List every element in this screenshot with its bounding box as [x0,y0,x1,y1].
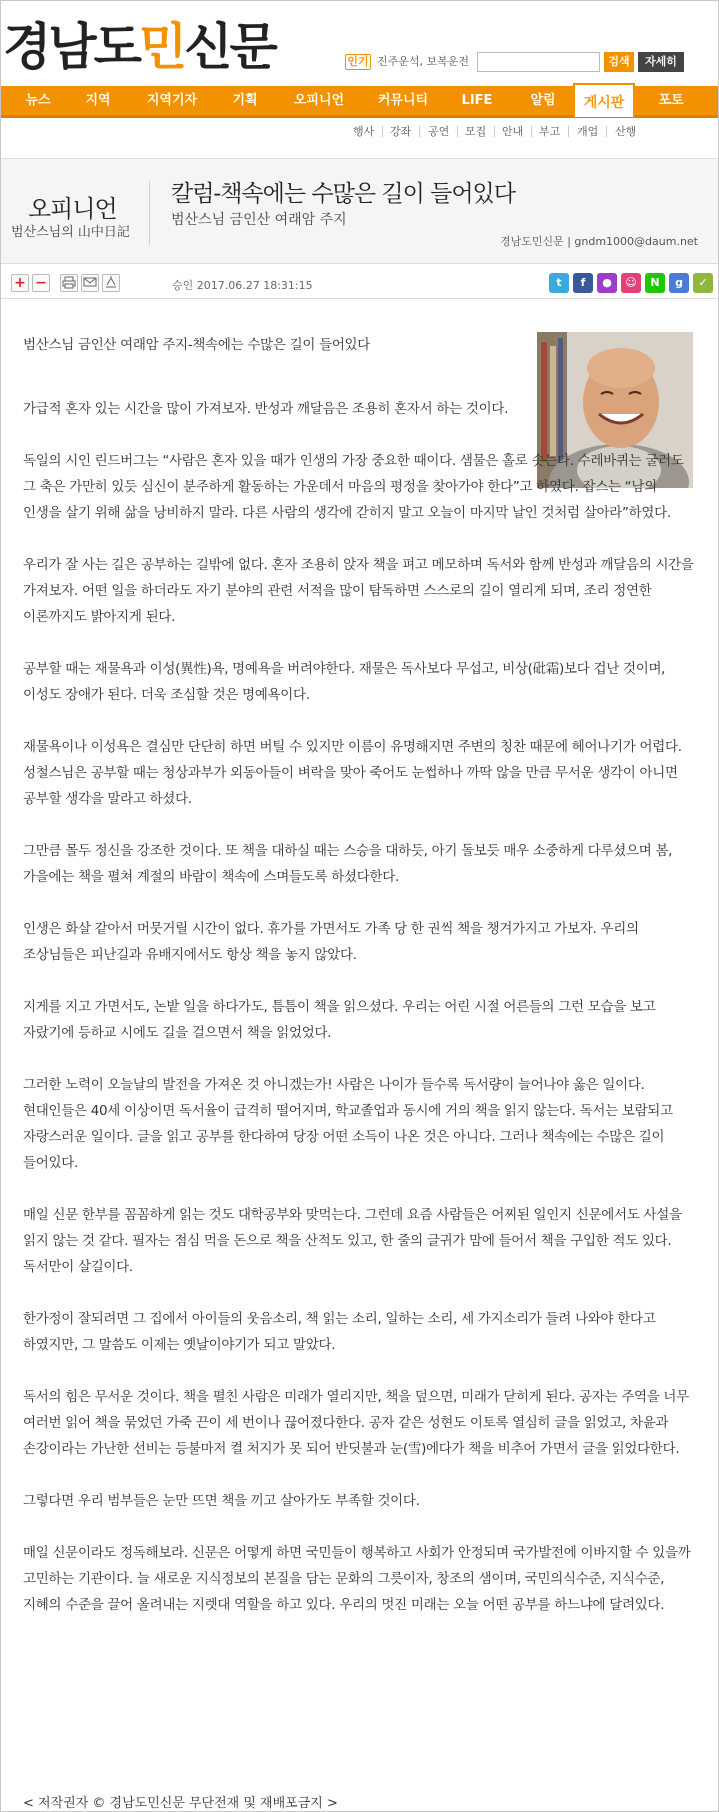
subnav-divider [382,126,383,137]
search-button[interactable]: 검색 [604,52,634,72]
article-paragraph: 지게를 지고 가면서도, 논밭 일을 하다가도, 틈틈이 책을 읽으셨다. 우리는 어린 시절 어른들의 그런 모습을 보고 자랐기에 등하교 시에도 길을 걸으면서 책을 읽었었다. [23,999,656,1041]
article-paragraph: 범산스님 금인산 여래암 주지-책속에는 수많은 길이 들어있다 [23,337,371,353]
article-paragraph: 재물욕이나 이성욕은 결심만 단단히 하면 버틸 수 있지만 이름이 유명해지면 주변의 칭찬 때문에 헤어나기가 어렵다. 성철스님은 공부할 때는 청상과부가 외동아들이 벼락을 맞아 죽어도 눈썹하나 까딱 않을 만큼 무서운 생각이 아니면 공부할 생각을 말라고 하셨다. [23,739,682,807]
nav-community[interactable]: 커뮤니티 [377,93,429,108]
subnav-recruit[interactable]: 모집 [465,125,487,138]
nav-opinion[interactable]: 오피니언 [293,93,345,108]
sub-nav [1,118,719,146]
subnav-hiking[interactable]: 산행 [615,125,637,138]
article-header [1,158,719,264]
article-subtitle: 범산스님 금인산 여래암 주지 [171,212,347,228]
nav-region[interactable]: 지역 [85,93,111,108]
article-paragraph: 그렇다면 우리 범부들은 눈만 뜨면 책을 끼고 살아가도 부족할 것이다. [23,1493,420,1509]
section-subtitle: 범산스님의 山中日記 [11,225,130,240]
article-paragraph: 가급적 혼자 있는 시간을 많이 가져보자. 반성과 깨달음은 조용히 혼자서 하는 것이다. [23,401,509,417]
article-byline: 경남도민신문 | gndm1000@daum.net [499,235,698,248]
subnav-guide[interactable]: 안내 [502,125,524,138]
subnav-divider [606,126,607,137]
article-paragraph: 독서의 힘은 무서운 것이다. 책을 펼친 사람은 미래가 열리지만, 책을 덮으면, 미래가 닫히게 된다. 공자는 주역을 너무 여러번 읽어 책을 묶었던 가죽 끈이 세 번이나 끊어졌다한다. 공자 같은 성현도 이토록 열심히 글을 읽었고, 차윤과 손강이라는 가난한 선비는 등불마저 켤 처지가 못 되어 반딧불과 눈(雪)에다가 책을 비추어 가면서 글을 읽었다한다. [23,1389,689,1457]
subnav-divider [419,126,420,137]
subnav-divider [494,126,495,137]
article-paragraph: 독일의 시인 린드버그는 “사람은 혼자 있을 때가 인생의 가장 중요한 때이다. 샘물은 홀로 솟는다. 수레바퀴는 굴러도 그 축은 가만히 있듯 심신이 분주하게 활동하는 가운데서 마음의 평정을 찾아가야 한다”고 하였다. 잡스는 “남의 인생을 살기 위해 삶을 낭비하지 말라. 다른 사람의 생각에 갇히지 말고 오늘이 마지막 날인 것처럼 살아라”하였다. [23,453,684,521]
subnav-divider [457,126,458,137]
google-icon[interactable]: g [669,273,689,293]
bookmark-icon[interactable]: ✓ [693,273,713,293]
twitter-icon[interactable]: t [549,273,569,293]
title-divider [149,181,150,245]
article-paragraph: 매일 신문이라도 정독해보라. 신문은 어떻게 하면 국민들이 행복하고 사회가 안정되며 국가발전에 이바지할 수 있을까 고민하는 기관이다. 늘 새로운 지식정보의 본질을 담는 문화의 그릇이자, 창조의 샘이며, 국민의식수준, 지식수준, 지혜의 수준을 끌어 올려내는 지렛대 역할을 하고 있다. 우리의 멋진 미래는 오늘 어떤 공부를 하느냐에 달려있다. [23,1545,691,1613]
subnav-divider [568,126,569,137]
detail-search-button[interactable]: 자세히 [638,52,684,72]
search-input[interactable] [477,52,600,72]
popular-keywords[interactable]: 진주운석, 보복운전 [377,55,470,68]
me2day-icon[interactable]: ● [597,273,617,293]
article-paragraph: 한가정이 잘되려면 그 집에서 아이들의 웃음소리, 책 읽는 소리, 일하는 소리, 세 가지소리가 들려 나와야 한다고 하였지만, 그 말씀도 이제는 옛날이야기가 되고 말았다. [23,1311,656,1353]
article-paragraph: 매일 신문 한부를 꼼꼼하게 읽는 것도 대학공부와 맞먹는다. 그런데 요즘 사람들은 어찌된 일인지 신문에서도 사설을 읽지 않는 것 같다. 필자는 점심 먹을 돈으로 책을 산적도 있고, 한 줄의 글귀가 맘에 들어서 책을 구입한 적도 있다. 독서만이 살길이다. [23,1207,682,1275]
article-paragraph: 그만큼 몰두 정신을 강조한 것이다. 또 책을 대하실 때는 스승을 대하듯, 아기 돌보듯 매우 소중하게 다루셨으며 봄, 가을에는 책을 펼쳐 계절의 바람이 책속에 스며들도록 하셨다한다. [23,843,673,885]
article-paragraph: 공부할 때는 재물욕과 이성(異性)욕, 명예욕을 버려야한다. 재물은 독사보다 무섭고, 비상(砒霜)보다 겁난 것이며, 이성도 장애가 된다. 더욱 조심할 것은 명예욕이다. [23,661,666,703]
nav-local-reporter[interactable]: 지역기자 [146,93,198,108]
subnav-performance[interactable]: 공연 [428,125,450,138]
nav-news[interactable]: 뉴스 [25,93,51,108]
scrap-icon[interactable] [102,274,120,292]
article-body [23,332,695,1618]
zoom-in-button[interactable]: + [11,274,29,292]
approved-timestamp: 승인 2017.06.27 18:31:15 [172,279,313,292]
subnav-lecture[interactable]: 강좌 [390,125,412,138]
yozm-icon[interactable]: ☺ [621,273,641,293]
nav-photo[interactable]: 포토 [658,93,684,108]
site-logo[interactable]: 경남도민신문 [3,18,275,76]
article-toolbar [1,266,719,299]
naver-icon[interactable]: N [645,273,665,293]
article-paragraph: 인생은 화살 같아서 머뭇거릴 시간이 없다. 휴가를 가면서도 가족 당 한 권씩 책을 챙겨가지고 가보자. 우리의 조상님들은 피난길과 유배지에서도 항상 책을 놓지 않았다. [23,921,639,963]
nav-board[interactable]: 게시판 [573,83,635,117]
popular-badge: 인기 [345,54,371,70]
subnav-obituary[interactable]: 부고 [539,125,561,138]
main-nav [1,86,719,118]
nav-feature[interactable]: 기획 [232,93,258,108]
article-paragraph: 우리가 잘 사는 길은 공부하는 길밖에 없다. 혼자 조용히 앉자 책을 펴고 메모하며 독서와 함께 반성과 깨달음의 시간을 가져보자. 어떤 일을 하더라도 자기 분야의 관련 서적을 많이 탐독하면 스스로의 길이 열리게 되며, 조리 정연한 이론까지도 밝아지게 된다. [23,557,694,625]
section-name[interactable]: 오피니언 [28,195,117,223]
subnav-opening[interactable]: 개업 [577,125,599,138]
nav-notice[interactable]: 알림 [530,93,556,108]
subnav-event[interactable]: 행사 [353,125,375,138]
print-icon[interactable] [60,274,78,292]
copyright-notice: < 저작권자 © 경남도민신문 무단전재 및 재배포금지 > [23,1796,338,1811]
facebook-icon[interactable]: f [573,273,593,293]
subnav-divider [531,126,532,137]
email-icon[interactable] [81,274,99,292]
zoom-out-button[interactable]: − [32,274,50,292]
article-title: 칼럼-책속에는 수많은 길이 들어있다 [171,181,515,207]
nav-life[interactable]: LIFE [461,93,493,108]
article-paragraph: 그러한 노력이 오늘날의 발전을 가져온 것 아니겠는가! 사람은 나이가 들수록 독서량이 늘어나야 옳은 일이다. 현대인들은 40세 이상이면 독서율이 급격히 떨어지며, 학교졸업과 동시에 거의 책을 읽지 않는다. 독서는 보람되고 자랑스러운 일이다. 글을 읽고 공부를 한다하여 당장 어떤 소득이 나온 것은 아니다. 그러나 책속에는 수많은 길이 들어있다. [23,1077,673,1171]
